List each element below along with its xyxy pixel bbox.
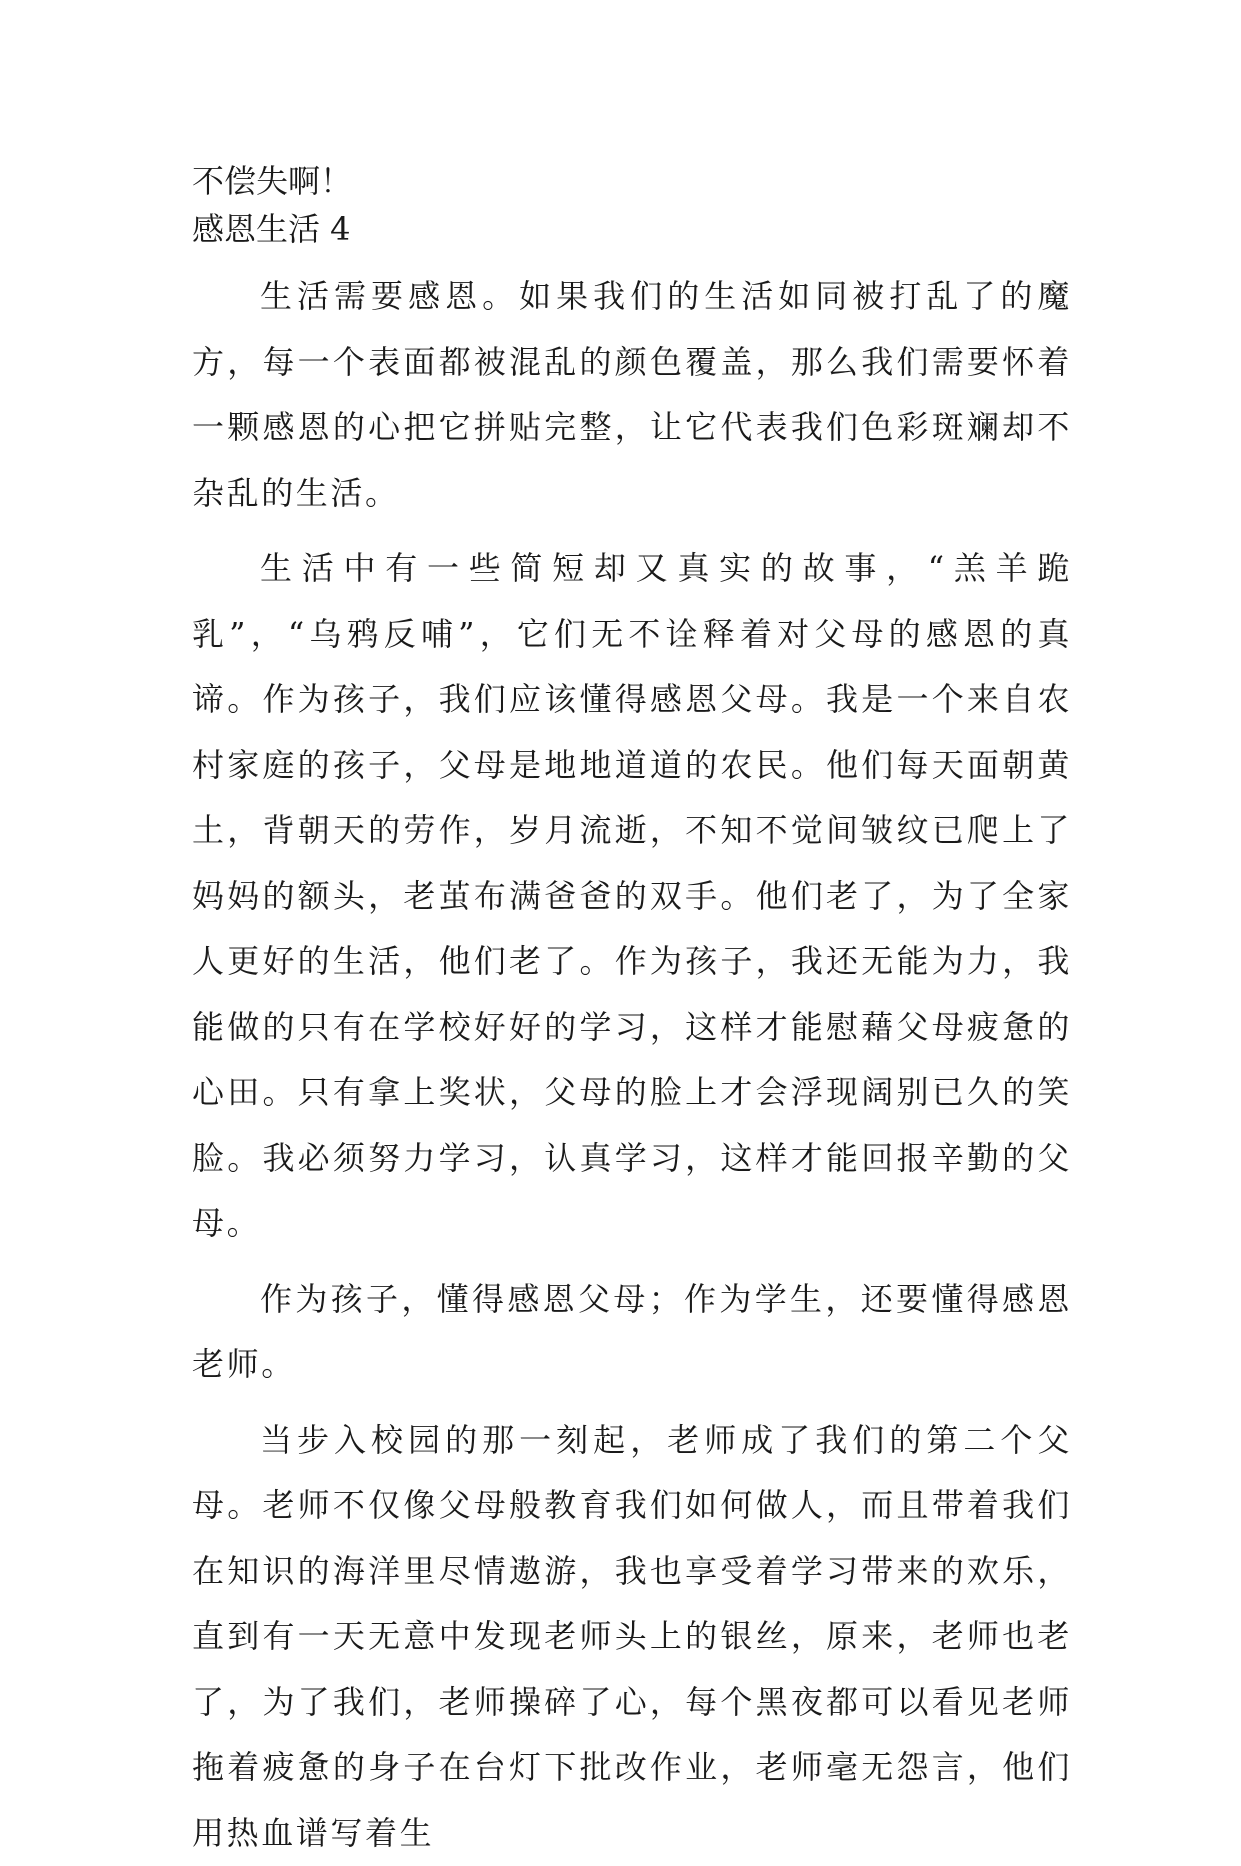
- paragraph-1: 生活需要感恩。如果我们的生活如同被打乱了的魔方，每一个表面都被混乱的颜色覆盖，那么我们需要怀着一颗感恩的心把它拼贴完整，让它代表我们色彩斑斓却不杂乱的生活。: [192, 264, 1072, 526]
- paragraph-4: 当步入校园的那一刻起，老师成了我们的第二个父母。老师不仅像父母般教育我们如何做人，而且带着我们在知识的海洋里尽情遨游，我也享受着学习带来的欢乐，直到有一天无意中发现老师头上的银丝，原来，老师也老了，为了我们，老师操碎了心，每个黑夜都可以看见老师拖着疲惫的身子在台灯下批改作业，老师毫无怨言，他们用热血谱写着生: [192, 1408, 1072, 1866]
- paragraph-2: 生活中有一些简短却又真实的故事，“羔羊跪乳”，“乌鸦反哺”，它们无不诠释着对父母的感恩的真谛。作为孩子，我们应该懂得感恩父母。我是一个来自农村家庭的孩子，父母是地地道道的农民。他们每天面朝黄土，背朝天的劳作，岁月流逝，不知不觉间皱纹已爬上了妈妈的额头，老茧布满爸爸的双手。他们老了，为了全家人更好的生活，他们老了。作为孩子，我还无能为力，我能做的只有在学校好好的学习，这样才能慰藉父母疲惫的心田。只有拿上奖状，父母的脸上才会浮现阔别已久的笑脸。我必须努力学习，认真学习，这样才能回报辛勤的父母。: [192, 536, 1072, 1257]
- continuation-text: 不偿失啊！: [192, 160, 1072, 202]
- section-title: 感恩生活 4: [192, 208, 1072, 250]
- paragraph-3: 作为孩子，懂得感恩父母；作为学生，还要懂得感恩老师。: [192, 1267, 1072, 1398]
- document-page: [192, 160, 1072, 1866]
